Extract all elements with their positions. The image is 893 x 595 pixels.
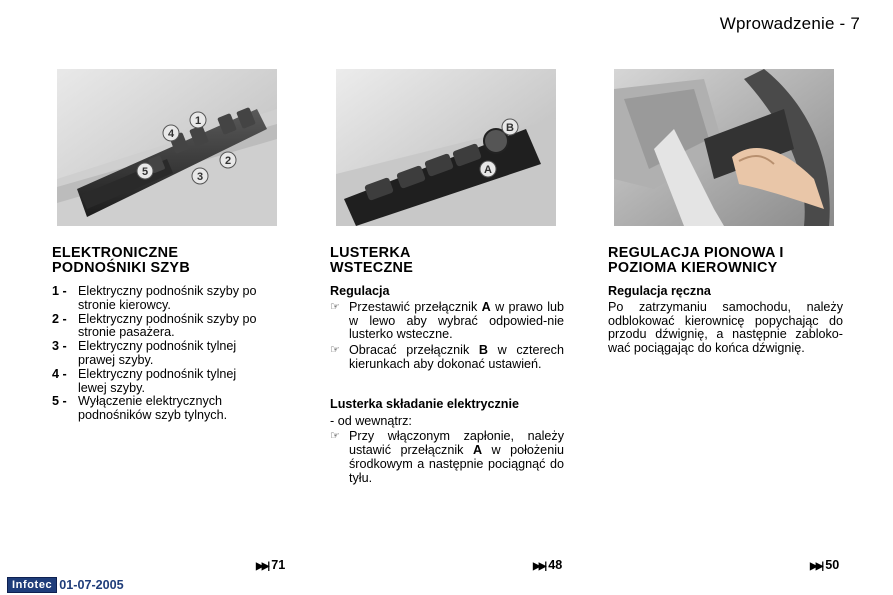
instruction-item: ☞ Przestawić przełącznik A w prawo lub w lewo aby wybrać odpowied-nie lusterko wsteczne. bbox=[330, 299, 564, 342]
edition-date: 01-07-2005 bbox=[59, 578, 124, 592]
callout-2: 2 bbox=[224, 155, 232, 167]
infotec-logo: Infotec bbox=[7, 577, 57, 593]
mirrors-section bbox=[330, 246, 564, 486]
subsection-title: Regulacja bbox=[330, 284, 390, 298]
callout-5: 5 bbox=[141, 166, 149, 178]
callout-4: 4 bbox=[167, 128, 175, 140]
instruction-item: ☞ Obracać przełącznik B w czterech kierunkach aby dokonać ustawień. bbox=[330, 343, 564, 371]
section-title: REGULACJA PIONOWA I POZIOMA KIEROWNICY bbox=[608, 245, 784, 276]
section-title: ELEKTRONICZNE PODNOŚNIKI SZYB bbox=[52, 245, 191, 276]
subsection-title: Regulacja ręczna bbox=[608, 284, 711, 298]
dash-item: - od wewnątrz: bbox=[330, 413, 412, 428]
list-item: 3 - Elektryczny podnośnik tylnej prawej szyby. bbox=[52, 339, 237, 367]
skip-forward-icon: ▶▶| bbox=[256, 561, 269, 572]
subsection-title: Lusterka składanie elektrycznie bbox=[330, 396, 520, 411]
window-switches-photo bbox=[57, 69, 277, 226]
page-ref-48[interactable]: ▶▶| 48 bbox=[533, 558, 563, 572]
steering-adjust-section bbox=[608, 246, 843, 356]
pointing-hand-icon: ☞ bbox=[330, 300, 340, 313]
list-item: 1 - Elektryczny podnośnik szyby po stronie kierowcy. bbox=[52, 284, 257, 312]
callout-a: A bbox=[484, 164, 492, 176]
pointing-hand-icon: ☞ bbox=[330, 430, 340, 443]
skip-forward-icon: ▶▶| bbox=[810, 561, 823, 572]
list-item: 4 - Elektryczny podnośnik tylnej lewej szyby. bbox=[52, 366, 237, 395]
window-lifts-section bbox=[52, 246, 288, 423]
section-title: LUSTERKA WSTECZNE bbox=[330, 245, 414, 276]
instruction-item: ☞ Przy włączonym zapłonie, należy ustawić przełącznik A w położeniu środkowym a następnie pociągnąć do tyłu. bbox=[330, 429, 564, 485]
page-header: Wprowadzenie - 7 bbox=[719, 14, 860, 33]
paragraph: Po zatrzymaniu samochodu, należy odblokować kierownicę popychając do przodu dźwignię, a następnie zabloko-wać pociągając do końca dźwignię. bbox=[608, 299, 843, 356]
list-item: 2 - Elektryczny podnośnik szyby po stronie pasażera. bbox=[52, 311, 257, 340]
pointing-hand-icon: ☞ bbox=[330, 344, 340, 357]
window-lift-list bbox=[52, 285, 288, 423]
skip-forward-icon: ▶▶| bbox=[533, 561, 546, 572]
page-ref-50[interactable]: ▶▶| 50 bbox=[810, 558, 840, 572]
callout-3: 3 bbox=[196, 171, 204, 183]
footer bbox=[7, 577, 124, 593]
callout-1: 1 bbox=[194, 115, 202, 127]
page-ref-71[interactable]: ▶▶| 71 bbox=[256, 558, 286, 572]
steering-lever-photo bbox=[614, 69, 834, 226]
mirror-switches-photo bbox=[336, 69, 556, 226]
callout-b: B bbox=[506, 122, 514, 134]
list-item: 5 - Wyłączenie elektrycznych podnośników szyb tylnych. bbox=[52, 394, 228, 423]
